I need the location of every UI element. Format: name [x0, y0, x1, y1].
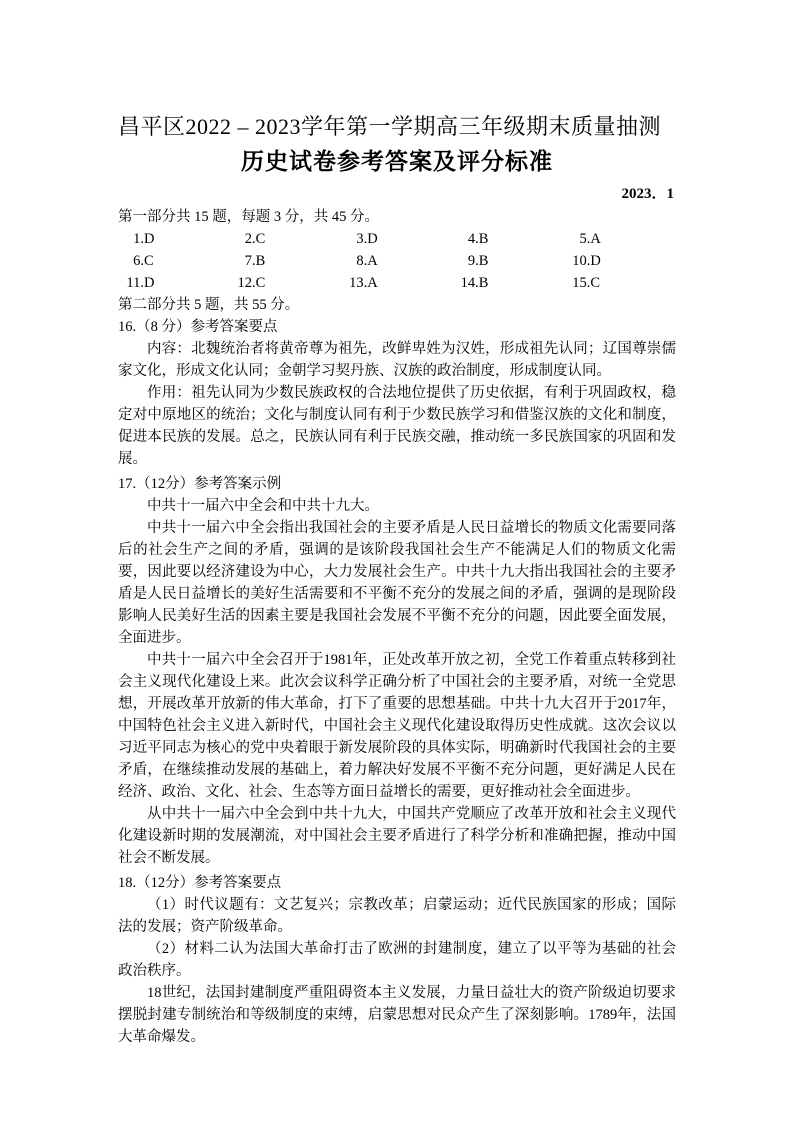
q17-heading: 17.（12分）参考答案示例: [118, 476, 282, 492]
answer-letter: C: [590, 275, 601, 291]
q17-paragraph-4: 从中共十一届六中全会到中共十九大，中国共产党顺应了改革开放和社会主义现代化建设新时期的发展潮流，对中国社会主要矛盾进行了科学分析和准确把握，推动中国社会不断发展。: [118, 806, 676, 866]
answer-letter: A: [367, 275, 378, 291]
answer-cell-1: [118, 228, 230, 250]
answer-cell-14: [453, 272, 565, 294]
answer-cell-7: [230, 250, 342, 272]
answer-number: 5.: [579, 231, 591, 247]
answer-number: 14.: [460, 275, 479, 291]
answer-number: 3.: [356, 231, 368, 247]
answer-letter: B: [255, 253, 266, 269]
answer-letter: A: [590, 231, 601, 247]
answer-number: 11.: [126, 275, 144, 291]
document-date: 2023．1: [621, 186, 674, 202]
answer-number: 13.: [349, 275, 368, 291]
q18-paragraph-2: （2）材料二认为法国大革命打击了欧洲的封建制度，建立了以平等为基础的社会政治秩序。: [118, 941, 676, 979]
answer-letter: B: [478, 253, 489, 269]
answer-letter: D: [144, 231, 155, 247]
q16-paragraph-role: 作用：祖先认同为少数民族政权的合法地位提供了历史依据，有利于巩固政权，稳定对中原地区的统治；文化与制度认同有利于少数民族学习和借鉴汉族的文化和制度，促进本民族的发展。总之，民族认同有利于民族交融，推动统一多民族国家的巩固和发展。: [118, 385, 676, 467]
answer-number: 4.: [467, 231, 479, 247]
answer-number: 6.: [133, 253, 144, 269]
answer-number: 10.: [572, 253, 591, 269]
answer-letter: C: [255, 275, 266, 291]
answer-cell-11: [118, 272, 230, 294]
q17-paragraph-2: 中共十一届六中全会指出我国社会的主要矛盾是人民日益增长的物质文化需要同落后的社会生产之间的矛盾，强调的是该阶段我国社会生产不能满足人们的物质文化需要，因此要以经济建设为中心，大力发展社会生产。中共十九大指出我国社会的主要矛盾是人民日益增长的美好生活需要和不平衡不充分的发展之间的矛盾，强调的是现阶段影响人民美好生活的因素主要是我国社会发展不平衡不充分的问题，因此要全面发展，全面进步。: [118, 520, 676, 646]
answer-cell-10: [564, 250, 676, 272]
question-17: [118, 473, 676, 869]
answer-number: 9.: [467, 253, 479, 269]
answer-grid: [118, 228, 676, 294]
q17-paragraph-1: 中共十一届六中全会和中共十九大。: [147, 498, 379, 514]
answer-number: 1.: [133, 231, 144, 247]
answer-number: 15.: [572, 275, 591, 291]
part2-heading: 第二部分共 5 题，共 55 分。: [118, 297, 300, 313]
answer-letter: C: [255, 231, 266, 247]
answer-cell-5: [564, 228, 676, 250]
question-16: [118, 316, 676, 470]
q18-heading: 18.（12分）参考答案要点: [118, 875, 282, 891]
answer-number: 8.: [356, 253, 368, 269]
answer-letter: C: [144, 253, 154, 269]
answer-letter: D: [590, 253, 601, 269]
q18-paragraph-1: （1）时代议题有：文艺复兴；宗教改革；启蒙运动；近代民族国家的形成；国际法的发展；资产阶级革命。: [118, 897, 676, 935]
question-18: [118, 872, 676, 1048]
answer-cell-13: [341, 272, 453, 294]
part1-heading: 第一部分共 15 题，每题 3 分，共 45 分。: [118, 209, 379, 225]
document-title: 昌平区2022 – 2023学年第一学期高三年级期末质量抽测: [118, 114, 662, 139]
answer-letter: B: [478, 231, 489, 247]
answer-cell-3: [341, 228, 453, 250]
q17-paragraph-3: 中共十一届六中全会召开于1981年，正处改革开放之初，全党工作着重点转移到社会主义现代化建设上来。此次会议科学正确分析了中国社会的主要矛盾，对统一全党思想，开展改革开放新的伟大革命，打下了重要的思想基础。中共十九大召开于2017年，中国特色社会主义进入新时代，中国社会主义现代化建设取得历史性成就。这次会议以习近平同志为核心的党中央着眼于新发展阶段的具体实际，明确新时代我国社会的主要矛盾，在继续推动发展的基础上，着力解决好发展不平衡不充分问题，更好满足人民在经济、政治、文化、社会、生态等方面日益增长的需要，更好推动社会全面进步。: [118, 652, 676, 800]
q16-heading: 16.（8 分）参考答案要点: [118, 319, 278, 335]
q16-paragraph-content: 内容：北魏统治者将黄帝尊为祖先，改鲜卑姓为汉姓，形成祖先认同；辽国尊崇儒家文化，形成文化认同；金朝学习契丹族、汉族的政治制度，形成制度认同。: [118, 341, 676, 379]
answer-cell-4: [453, 228, 565, 250]
answer-cell-15: [564, 272, 676, 294]
answer-cell-6: [118, 250, 230, 272]
answer-number: 12.: [237, 275, 256, 291]
answer-cell-8: [341, 250, 453, 272]
answer-cell-12: [230, 272, 342, 294]
answer-cell-2: [230, 228, 342, 250]
answer-letter: A: [367, 253, 378, 269]
document-subtitle: 历史试卷参考答案及评分标准: [241, 148, 553, 174]
answer-number: 7.: [244, 253, 256, 269]
answer-number: 2.: [244, 231, 256, 247]
q18-paragraph-3: 18世纪，法国封建制度严重阻碍资本主义发展，力量日益壮大的资产阶级迫切要求摆脱封建专制统治和等级制度的束缚，启蒙思想对民众产生了深刻影响。1789年，法国大革命爆发。: [118, 985, 676, 1045]
answer-cell-9: [453, 250, 565, 272]
answer-letter: D: [144, 275, 155, 291]
answer-letter: B: [478, 275, 489, 291]
answer-letter: D: [367, 231, 378, 247]
